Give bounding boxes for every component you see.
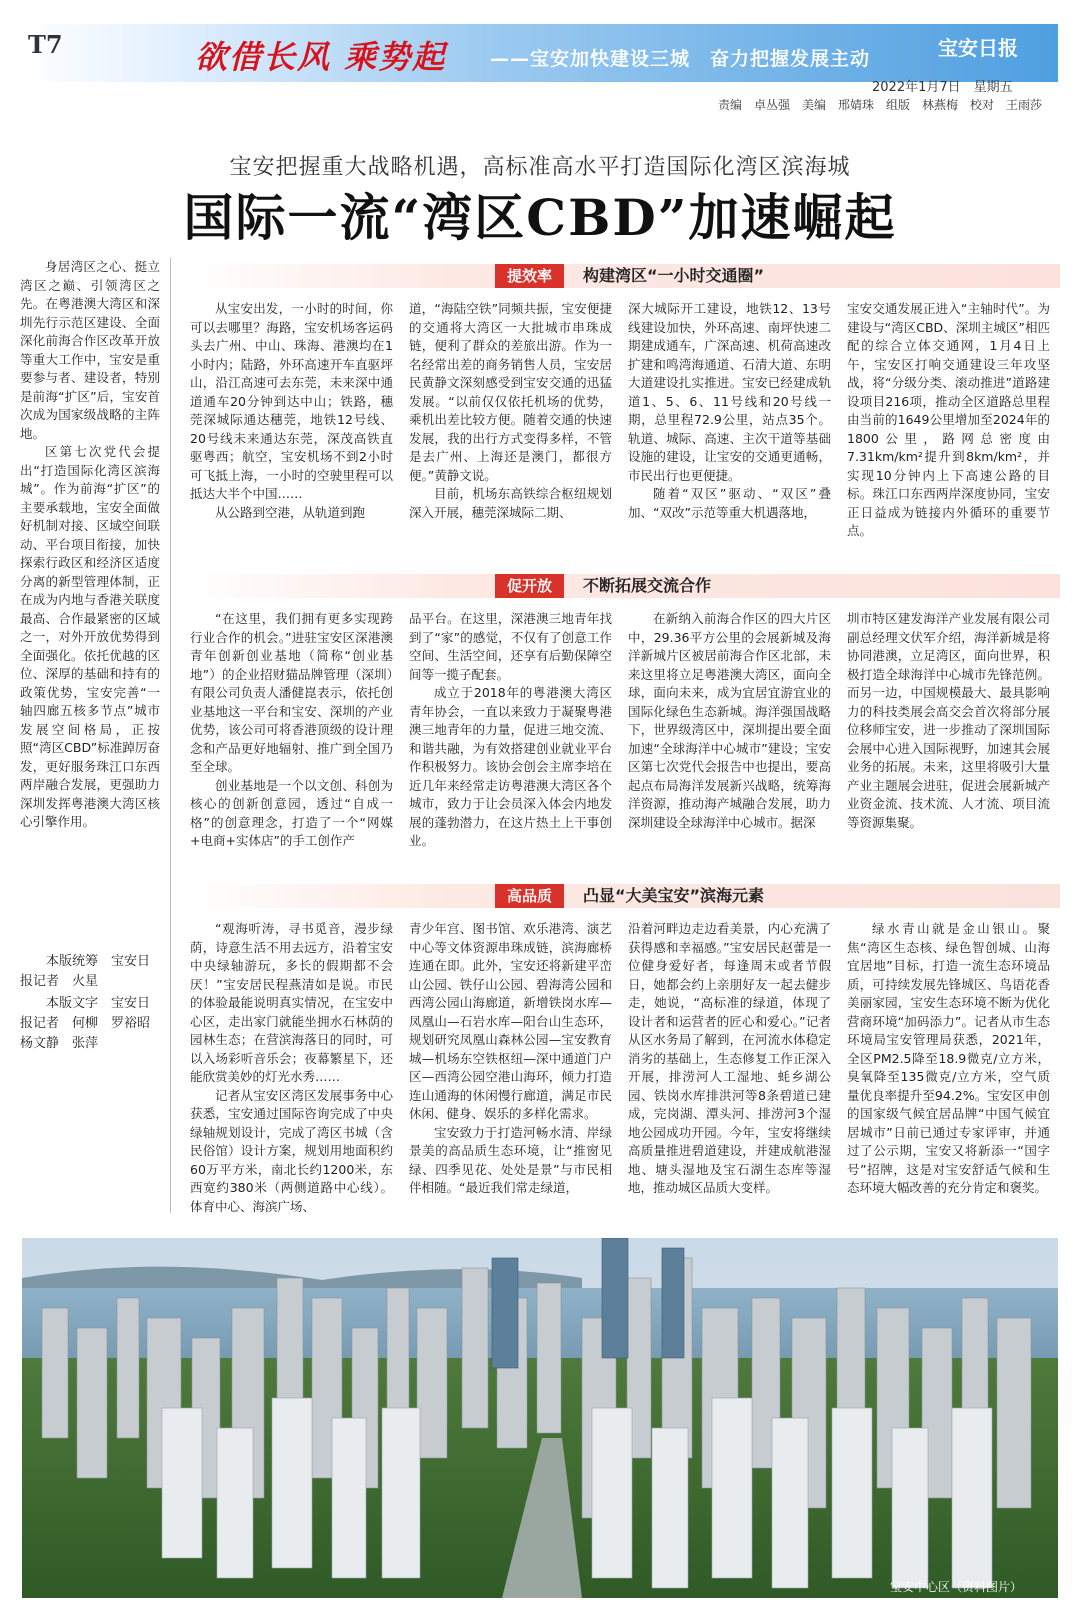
paragraph: 绿水青山就是金山银山。聚焦“湾区生态核、绿色智创城、山海宜居地”目标，打造一流生态环境品质，可持续发展先锋城区、鸟语花香美丽家园，宝安生态环境不断为优化营商环境“加码添力”。记者从市生态环境局宝安管理局获悉，2021年，全区PM2.5降至18.9微克/立方米，臭氧降至135微克/立方米，空气质量优良率提升至94.2%。宝安区申创的国家级气候宜居品牌“中国气候宜居城市”日前已通过专家评审，并通过了公示期，宝安又将新添一“国字号”招牌，这是对宝安舒适气候和生态环境大幅改善的充分肯定和褒奖。 (847, 921, 1050, 1195)
paragraph: “在这里，我们拥有更多实现跨行业合作的机会。”进驻宝安区深港澳青年创新创业基地（简称“创业基地”）的企业招财猫品牌管理（深圳）有限公司负责人潘健崑表示，依托创业基地这一平台和宝安、深圳的产业优势，该公司可将香港顶级的设计理念和产品更好地辐射、推广到全国乃至全球。 (190, 611, 393, 774)
paragraph: 宝安致力于打造河畅水清、岸绿景美的高品质生态环境，让“推窗见绿、四季见花、处处是景”与市民相伴相随。“最近我们常走绿道， (409, 1124, 612, 1195)
headline-title: 国际一流“湾区CBD”加速崛起 (183, 188, 897, 247)
slogan-subtitle: ——宝安加快建设三城 奋力把握发展主动 (490, 48, 871, 70)
paragraph: 从宝安出发，一小时的时间，你可以去哪里？海路，宝安机场客运码头去广州、中山、珠海、港澳均在1小时内；陆路，外环高速开车直驱坪山，沿江高速可去东莞，未来深中通道通车20分钟到达中山；铁路，穗莞深城际通达穗莞，地铁12号线、20号线未来通达东莞，深茂高铁直驱粤西；航空，宝安机场不到2小时可飞抵上海，一小时的空驶里程可以抵达大半个中国…… (190, 301, 393, 501)
sidebar-paragraph: 区第七次党代会提出“打造国际化湾区滨海城”。作为前海“扩区”的主要承载地，宝安全面做好机制对接、区域空间联动、平台项目衔接，加快探索行政区和经济区适度分离的新型管理体制，正在成为内地与香港关联度最高、合作最紧密的区域之一，对外开放优势得到全面强化。依托优越的区位、深厚的基础和持有的政策优势，宝安完善“一轴四廊五核多节点”城市发展空间格局，正按照“湾区CBD”标准踔厉奋发，更好服务珠江口东西两岸融合发展，更强助力深圳发挥粤港澳大湾区核心引擎作用。 (20, 444, 160, 829)
byline: 本版统筹 宝安日报记者 火星 (20, 954, 151, 989)
section-title: 构建湾区“一小时交通圈” (583, 266, 765, 285)
section-header-efficiency (185, 264, 1060, 288)
article-column (409, 610, 612, 870)
section-body (190, 920, 1050, 1230)
paragraph: 深大城际开工建设，地铁12、13号线建设加快，外环高速、南坪快速二期建成通车，广深高速、机荷高速改扩建和鸣湾海通道、石清大道、东明大道建设扎实推进。宝安已经建成轨道1、5、6、11号线和20号线一期，总里程72.9公里，站点35个。轨道、城际、高速、主次干道等基础设施的建设，让宝安的交通更通畅，市民出行也更便捷。 (628, 301, 831, 483)
paragraph: 宝安交通发展正进入“主轴时代”。为建设与“湾区CBD、深圳主城区”相匹配的综合立体交通网，1月4日上午，宝安区打响交通建设三年攻坚战，将“分级分类、滚动推进”道路建设项目216项，推动全区道路总里程由当前的1649公里增加至2024年的1800公里，路网总密度由7.31km/km²提升到8km/km²，并实现10分钟内上下高速公路的目标。珠江口东西两岸深度协同，宝安正日益成为链接内外循环的重要节点。 (847, 301, 1050, 538)
skyline-illustration (22, 1238, 1058, 1598)
article-column (409, 920, 612, 1230)
page-number: T7 (28, 30, 63, 59)
paragraph: 记者从宝安区湾区发展事务中心获悉，宝安通过国际咨询完成了中央绿轴规划设计，完成了湾区书城（含民俗馆）设计方案，规划用地面积约60万平方米，南北长约1200米，东西宽约380米（两侧道路中心线）。体育中心、海滨广场、 (190, 1087, 393, 1214)
article-column (190, 920, 393, 1230)
paragraph: 沿着河畔边走边看美景，内心充满了获得感和幸福感。”宝安居民赵蕾是一位健身爱好者，每逢周末或者节假日，她都会约上亲朋好友一起去健步走，她说，“高标准的绿道，体现了设计者和运营者的匠心和爱心。”记者从区水务局了解到，在河流水体稳定消劣的基础上，生态修复工作正深入开展，排涝河人工湿地、蚝乡湖公园、铁岗水库排洪河等8条碧道已建成，完岗湖、潭头河、排涝河3个湿地公园成功开园。今年，宝安将继续高质量推进碧道建设，并建成航港湿地、塘头湿地及宝石湖生态库等湿地，推动城区品质大变样。 (628, 921, 831, 1195)
section-body (190, 610, 1050, 870)
slogan: 欲借长风 乘势起 (195, 38, 447, 76)
sidebar-divider (170, 258, 171, 1213)
article-column (409, 300, 612, 555)
editor-credits: 责编 卓丛强 美编 邢婧珠 组版 林燕梅 校对 王雨莎 (718, 98, 1043, 112)
paragraph: 圳市特区建发海洋产业发展有限公司副总经理文伏军介绍，海洋新城是将协同港澳，立足湾区，面向世界，积极打造全球海洋中心城市先锋范例。而另一边，中国规模最大、最具影响力的科技类展会高交会首次将部分展位移师宝安，进一步推动了深圳国际会展中心进入国际视野，加速其会展业务的拓展。未来，这里将吸引大量产业主题展会进驻，促进会展新城产业资金流、技术流、人才流、项目流等资源集聚。 (847, 611, 1050, 830)
section-tag: 高品质 (495, 884, 564, 908)
article-column (628, 920, 831, 1230)
section-tag: 提效率 (495, 264, 564, 288)
paragraph: 创业基地是一个以文创、科创为核心的创新创意园，透过“自成一格”的创意理念，打造了一个“网媒+电商+实体店”的手工创作产 (190, 777, 393, 848)
byline-block (20, 952, 164, 1056)
article-column (847, 300, 1050, 555)
article-column (190, 610, 393, 870)
section-header-quality (185, 884, 1060, 908)
dateline: 2022年1月7日 星期五 (872, 80, 1013, 95)
paragraph: 道，“海陆空铁”同频共振，宝安便捷的交通将大湾区一大批城市串珠成链，便利了群众的差旅出游。作为一名经常出差的商务销售人员，宝安居民黄静文深刻感受到宝安交通的迅猛发展。“以前仅仅依托机场的优势，乘机出差比较方便。随着交通的快速发展，我的出行方式变得多样，不管是去广州、上海还是澳门，都很方便。”黄静文说。 (409, 301, 612, 483)
intro-sidebar (20, 258, 160, 832)
sidebar-paragraph: 身居湾区之心、挺立湾区之巅、引领湾区之先。在粤港澳大湾区和深圳先行示范区建设、全面深化前海合作区改革开放等重大工作中，宝安是重要参与者、建设者，特别是前海“扩区”后，宝安首次成为国家级战略的主阵地。 (20, 259, 160, 441)
paragraph: 目前，机场东高铁综合枢纽规划深入开展，穗莞深城际二期、 (409, 486, 612, 520)
section-header-openness (185, 574, 1060, 598)
byline: 本版文字 宝安日报记者 何柳 罗裕昭 杨文静 张萍 (20, 996, 164, 1051)
article-column (847, 920, 1050, 1230)
paragraph: 品平台。在这里，深港澳三地青年找到了“家”的感觉，不仅有了创意工作空间、生活空间，还享有后勤保障空间等一揽子配套。 (409, 611, 612, 682)
paper-logo: 宝安日报 (938, 36, 1018, 60)
article-column (628, 300, 831, 555)
section-title: 凸显“大美宝安”滨海元素 (583, 886, 765, 905)
paragraph: 随着“双区”驱动、“双区”叠加、“双改”示范等重大机遇落地， (628, 486, 831, 520)
article-column (190, 300, 393, 555)
headline-kicker: 宝安把握重大战略机遇，高标准高水平打造国际化湾区滨海城 (229, 155, 851, 180)
photo-caption: 宝安中心区（资料图片） (890, 1580, 1023, 1594)
paragraph: 青少年宫、图书馆、欢乐港湾、演艺中心等文体资源串珠成链，滨海廊桥连通在即。此外，宝安还将新建平峦山公园、铁仔山公园、碧海湾公园和西湾公园山海廊道，新增铁岗水库—凤凰山—石岩水库—阳台山生态环，规划研究凤凰山森林公园—宝安教育城—机场东空铁枢纽—深中通道门户区—西湾公园空港山海环，倾力打造连山通海的休闲慢行廊道，满足市民休闲、健身、娱乐的多样化需求。 (409, 921, 612, 1121)
section-body (190, 300, 1050, 555)
article-column (628, 610, 831, 870)
masthead (0, 0, 1080, 122)
paragraph: “观海听涛，寻书觅音，漫步绿荫，诗意生活不用去远方，沿着宝安中央绿轴游玩，多长的假期都不会厌！”宝安居民程燕清如是说。市民的体验最能说明真实情况，在宝安中心区，走出家门就能坐拥水石林荫的园林生态；在营滨海落日的同时，可以入场彩听音乐会；夜幕繁星下，还能欣赏美妙的灯光水秀…… (190, 921, 393, 1084)
paragraph: 成立于2018年的粤港澳大湾区青年协会，一直以来致力于凝聚粤港澳三地青年的力量，促进三地交流、和谐共融，为有效搭建创业就业平台作积极努力。该协会创会主席李培在近几年来经常走访粤港澳大湾区各个城市，致力于让会员深入体会内地发展的蓬勃潜力，在这片热土上干事创业。 (409, 685, 612, 848)
article-column (847, 610, 1050, 870)
paragraph: 在新纳入前海合作区的四大片区中，29.36平方公里的会展新城及海洋新城片区被居前海合作区北部，未来这里将立足粤港澳大湾区，面向全球，面向未来，成为宜居宜游宜业的国际化绿色生态新城。海洋强国战略下，世界级湾区中，深圳提出要全面加速“全球海洋中心城市”建设；宝安区第七次党代会报告中也提出，要高起点布局海洋发展新兴战略，统筹海洋资源，推动海产城融合发展，助力深圳建设全球海洋中心城市。据深 (628, 611, 831, 830)
section-title: 不断拓展交流合作 (583, 576, 712, 595)
city-skyline-photo (22, 1238, 1058, 1598)
section-tag: 促开放 (495, 574, 564, 598)
paragraph: 从公路到空港，从轨道到跑 (215, 504, 366, 520)
